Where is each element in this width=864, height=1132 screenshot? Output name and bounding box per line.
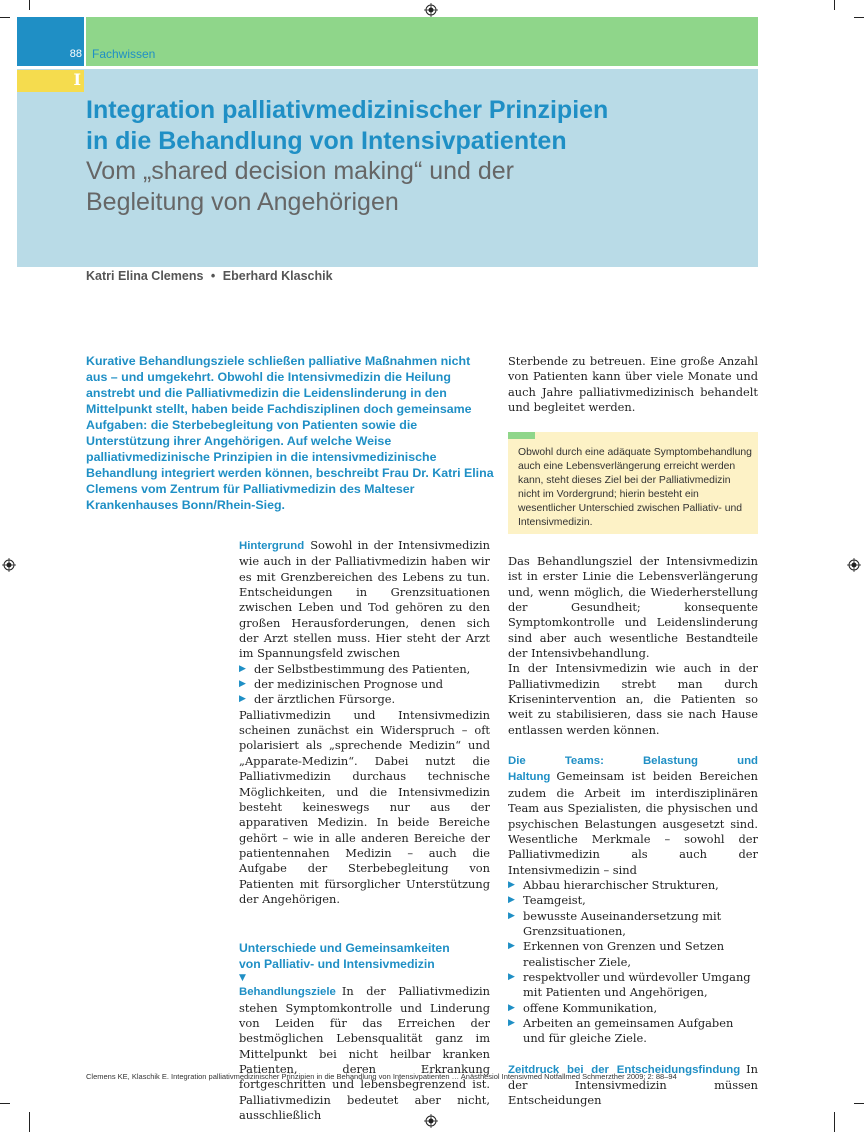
list-item: ▶ der ärztlichen Fürsorge. [239,692,490,707]
intro-lead: Kurative Behandlungsziele schließen palliative Maßnahmen nicht aus – und umgekehrt. Obwohl die Intensivmedizin die Heilung anstrebt und die Palliativmedizin die Leidenslinderung in den Mittelpunkt stellt, haben beide Fachdisziplinen doch gemeinsame Aufgaben: die Sterbebegleitung von Patienten sowie die Unterstützung ihrer Angehörigen. Auf welche Weise palliativmedizinische Prinzipien in die intensivmedizinische Behandlung integriert werden können, beschreibt Frau Dr. Katri Elina Clemens vom Zentrum für Palliativmedizin des Malteser Krankenhauses Bonn/Rhein-Sieg. [86,354,494,512]
right-column [508,554,758,1109]
author-name: Katri Elina Clemens [86,269,204,283]
crop-mark [834,1112,835,1132]
paragraph-hintergrund [239,538,490,662]
paragraph-text: In der Intensivmedizin müssen Entscheidungen [508,1061,758,1108]
paragraph-text: Gemeinsam ist beiden Bereichen zudem die Arbeit im interdisziplinären Team aus Spezialisten, die physischen und psychischen Belastungen ausgesetzt sind. Wesentliche Merkmale – sowohl der Palliativmedizin als auch der Intensivmedizin – sind [508,769,758,877]
keyword-zeitdruck: Zeitdruck bei der Entscheidungsfindung [508,1063,741,1076]
crop-mark [834,0,835,10]
crop-mark [29,1112,30,1132]
paragraph-zeitdruck [508,1062,758,1109]
subtitle-line: Begleitung von Angehörigen [86,188,399,216]
title-line: Integration palliativmedizinischer Prinzipien [86,96,609,124]
crop-mark [854,17,864,18]
list-item: ▶ Arbeiten an gemeinsamen Aufgaben und für gleiche Ziele. [508,1016,758,1047]
section-heading [239,940,490,972]
paragraph-text: Sterbende zu betreuen. Eine große Anzahl von Patienten kann über viele Monate und auch Jahre palliativmedizinisch behandelt und begleitet werden. [508,354,758,415]
author-name: Eberhard Klaschik [222,269,333,283]
paragraph-text: Sowohl in der Intensivmedizin wie auch in der Palliativmedizin haben wir es mit Grenzbereichen des Lebens zu tun. Entscheidungen in Grenzsituationen zwischen Leben und Tod gehören zu den großen Herausforderungen, denen sich der Arzt stellen muss. Hier steht der Arzt im Spannungsfeld zwischen [239,538,490,661]
list-item: ▶ der medizinischen Prognose und [239,677,490,692]
heading-line: von Palliativ- und Intensivmedizin [239,957,435,972]
list-item: ▶ Abbau hierarchischer Strukturen, [508,878,758,893]
right-column-continuation [508,354,758,415]
page-number: 88 [69,48,82,60]
paragraph-text: Das Behandlungsziel der Intensivmedizin ist in erster Linie die Lebensverlängerung und, wenn möglich, die Wiederherstellung der Gesundheit; konsequente Symptomkontrolle und Leidenslinderung sind aber auch wesentliche Bestandteile der Intensivbehandlung. [508,554,758,661]
section-band [86,17,758,66]
keyword-teams: Die Teams: Belastung und Haltung [508,755,758,784]
paragraph-behandlungsziele [239,984,490,1123]
chapter-mark: I [73,70,81,89]
registration-mark-icon [2,558,16,572]
list-item: ▶ Teamgeist, [508,893,758,908]
keyword-hintergrund: Hintergrund [239,540,305,552]
registration-mark-icon [424,3,438,17]
bullet-list [239,662,490,708]
author-separator: • [210,269,216,283]
title-line: in die Behandlung von Intensivpatienten [86,127,567,155]
list-item: ▶ bewusste Auseinandersetzung mit Grenzsituationen, [508,909,758,940]
subtitle-line: Vom „shared decision making“ und der [86,157,515,185]
heading-arrow-icon: ▼ [239,973,246,984]
crop-mark [0,17,10,18]
section-label: Fachwissen [92,47,156,61]
highlight-box-text: Obwohl durch eine adäquate Symptombehandlung auch eine Lebensverlängerung erreicht werden kann, steht dieses Ziel bei der Palliativmedizin nicht im Vordergrund; hierin besteht ein wesentlicher Unterschied zwischen Palliativ- und Intensivmedizin. [518,447,752,528]
paragraph-teams [508,753,758,878]
crop-mark [854,1103,864,1104]
list-item: ▶ Erkennen von Grenzen und Setzen realistischer Ziele, [508,939,758,970]
heading-line: Unterschiede und Gemeinsamkeiten [239,941,450,956]
article-title [86,95,746,157]
list-item: ▶ respektvoller und würdevoller Umgang mit Patienten und Angehörigen, [508,970,758,1001]
authors [86,269,333,283]
paragraph-text: In der Intensivmedizin wie auch in der Palliativmedizin strebt man durch Krisenintervention an, die Patienten so weit zu stabilisieren, dass sie nach Hause entlassen werden können. [508,661,758,737]
registration-mark-icon [847,558,861,572]
list-item: ▶ offene Kommunikation, [508,1001,758,1016]
citation-footer: Clemens KE, Klaschik E. Integration palliativmedizinischer Prinzipien in die Behandlung von Intensivpatienten … Anästhesiol Intensivmed Notfallmed Schmerzther 2009; 2: 88–94 [86,1072,677,1081]
crop-mark [0,1103,10,1104]
article-subtitle [86,156,746,218]
paragraph-text: Palliativmedizin und Intensivmedizin scheinen zunächst ein Widerspruch – oft polarisiert als „sprechende Medizin“ und „Apparate-Medizin“. Dabei nutzt die Palliativmedizin durchaus technische Möglichkeiten, und die Intensivmedizin besteht keineswegs nur aus der apparativen Medizin. In beide Bereiche gehört – wie in alle anderen Bereiche der patientennahen Medizin – auch die Aufgabe der Sterbebegleitung von Patienten mit fürsorglicher Unterstützung der Angehörigen. [239,707,490,906]
keyword-behandlungsziele: Behandlungsziele [239,986,336,999]
crop-mark [29,0,30,10]
bullet-list [508,878,758,1047]
left-column [239,538,490,1123]
list-item: ▶ der Selbstbestimmung des Patienten, [239,662,490,677]
paragraph-text: In der Palliativmedizin stehen Symptomkontrolle und Linderung von Leiden für das Erreichen der bestmöglichen Lebensqualität ganz im Mittelpunkt bei nicht heilbar kranken Patienten, deren Erkrankung fortgeschritten und lebensbegrenzend ist. Palliativmedizin bedeutet aber nicht, ausschließlich [239,984,490,1122]
highlight-box-accent [508,432,535,439]
